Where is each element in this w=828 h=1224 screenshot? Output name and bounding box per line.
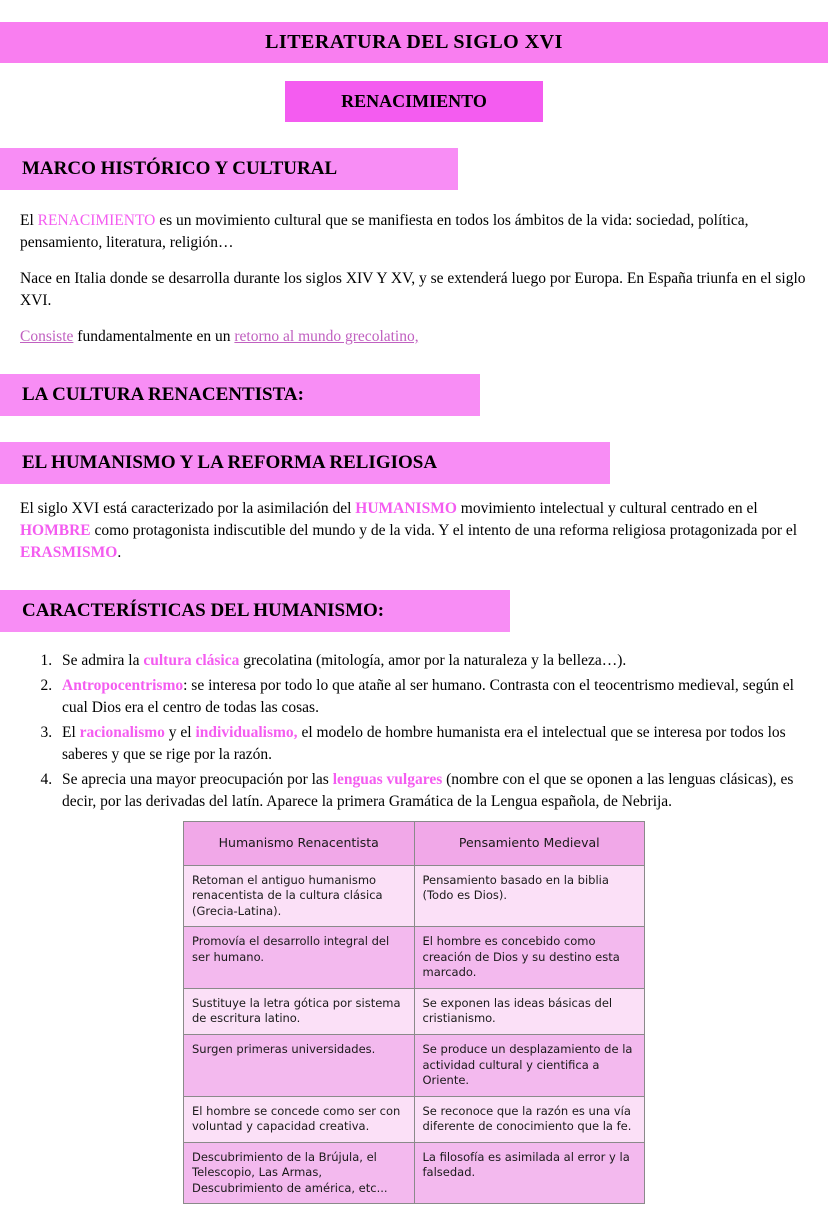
table-header-cell: Pensamiento Medieval: [414, 822, 645, 866]
paragraph-text-a: El: [20, 212, 38, 229]
section-heading-cultura: LA CULTURA RENACENTISTA:: [0, 374, 480, 416]
comparison-table: [183, 821, 645, 1204]
table-cell: Descubrimiento de la Brújula, el Telescopio, Las Armas, Descubrimiento de américa, etc...: [184, 1142, 415, 1204]
table-row: [184, 1142, 645, 1204]
section-heading-caracteristicas: CARACTERÍSTICAS DEL HUMANISMO:: [0, 590, 510, 632]
paragraph-text-b: es un movimiento cultural que se manifiesta en todos los ámbitos de la vida: sociedad, política, pensamiento, literatura, religión…: [20, 212, 749, 251]
table-header-row: [184, 822, 645, 866]
highlight-antropocentrismo: Antropocentrismo: [62, 677, 184, 694]
section-heading-marco-wrap: [0, 122, 828, 190]
paragraph-italia: Nace en Italia donde se desarrolla durante los siglos XIV Y XV, y se extenderá luego por Europa. En España triunfa en el siglo XVI.: [20, 270, 806, 309]
highlight-cultura-clasica: cultura clásica: [143, 652, 240, 669]
table-cell: Se exponen las ideas básicas del cristianismo.: [414, 988, 645, 1034]
table-cell: Se produce un desplazamiento de la actividad cultural y cientifica a Oriente.: [414, 1035, 645, 1097]
paragraph-siglo-b: movimiento intelectual y cultural centrado en el: [456, 500, 758, 517]
paragraph-consiste: [20, 326, 808, 348]
table-cell: Pensamiento basado en la biblia (Todo es Dios).: [414, 865, 645, 927]
paragraph-siglo-xvi: [20, 498, 808, 564]
link-consiste[interactable]: Consiste: [20, 328, 74, 345]
document-title-banner: LITERATURA DEL SIGLO XVI: [0, 22, 828, 63]
list-item: [56, 769, 808, 813]
highlight-erasmismo: ERASMISMO: [20, 544, 118, 561]
item2-text-b: : se interesa por todo lo que atañe al ser humano. Contrasta con el teocentrismo medieval, según el cual Dios era el centro de todas las cosas.: [62, 677, 794, 716]
section-heading-humanismo-wrap: [0, 416, 828, 484]
table-row: [184, 1035, 645, 1097]
table-row: [184, 865, 645, 927]
table-cell: El hombre se concede como ser con voluntad y capacidad creativa.: [184, 1096, 415, 1142]
list-item: [56, 722, 808, 766]
table-cell: La filosofía es asimilada al error y la falsedad.: [414, 1142, 645, 1204]
item4-text-a: Se aprecia una mayor preocupación por las: [62, 771, 333, 788]
link-retorno-grecolatino[interactable]: retorno al mundo grecolatino,: [234, 328, 419, 345]
table-cell: Se reconoce que la razón es una vía diferente de conocimiento que la fe.: [414, 1096, 645, 1142]
paragraph-consiste-mid: fundamentalmente en un: [73, 328, 235, 345]
table-cell: Retoman el antiguo humanismo renacentista de la cultura clásica (Grecia-Latina).: [184, 865, 415, 927]
section-heading-marco: MARCO HISTÓRICO Y CULTURAL: [0, 148, 458, 190]
highlight-renacimiento: RENACIMIENTO: [37, 212, 156, 229]
highlight-individualismo: individualismo,: [195, 724, 298, 741]
table-header-cell: Humanismo Renacentista: [184, 822, 415, 866]
paragraph-siglo-a: El siglo XVI está caracterizado por la asimilación del: [20, 500, 356, 517]
section-heading-cultura-wrap: [0, 348, 828, 416]
paragraph-siglo-d: .: [117, 544, 122, 561]
table-cell: El hombre es concebido como creación de Dios y su destino esta marcado.: [414, 927, 645, 989]
table-cell: Surgen primeras universidades.: [184, 1035, 415, 1097]
item3-text-b: el modelo de hombre humanista era el intelectual que se interesa por todos los saberes y que se rige por la razón.: [62, 724, 786, 763]
list-item: [56, 675, 808, 719]
subtitle-banner: RENACIMIENTO: [285, 81, 543, 122]
item4-text-b: (nombre con el que se oponen a las lenguas clásicas), es decir, por las derivadas del latín. Aparece la primera Gramática de la Lengua española, de Nebrija.: [62, 771, 794, 810]
item3-text-mid: y el: [164, 724, 196, 741]
item3-text-a: El: [62, 724, 80, 741]
table-cell: Sustituye la letra gótica por sistema de escritura latino.: [184, 988, 415, 1034]
paragraph-renacimiento: [20, 210, 808, 254]
section-heading-caracteristicas-wrap: [0, 564, 828, 632]
document-page: [0, 22, 828, 1224]
table-cell: Promovía el desarrollo integral del ser humano.: [184, 927, 415, 989]
item1-text-b: grecolatina (mitología, amor por la naturaleza y la belleza…).: [239, 652, 627, 669]
table-row: [184, 988, 645, 1034]
table-row: [184, 1096, 645, 1142]
subtitle-banner-wrap: [0, 81, 828, 122]
features-list: [20, 650, 808, 813]
highlight-lenguas-vulgares: lenguas vulgares: [332, 771, 443, 788]
item1-text-a: Se admira la: [62, 652, 144, 669]
list-item: [56, 650, 808, 672]
table-row: [184, 927, 645, 989]
paragraph-siglo-c: como protagonista indiscutible del mundo y de la vida. Y el intento de una reforma religiosa protagonizada por el: [90, 522, 798, 539]
highlight-hombre: HOMBRE: [20, 522, 91, 539]
comparison-table-wrap: [0, 821, 828, 1204]
highlight-racionalismo: racionalismo: [79, 724, 165, 741]
highlight-humanismo: HUMANISMO: [355, 500, 457, 517]
section-heading-humanismo-reforma: EL HUMANISMO Y LA REFORMA RELIGIOSA: [0, 442, 610, 484]
